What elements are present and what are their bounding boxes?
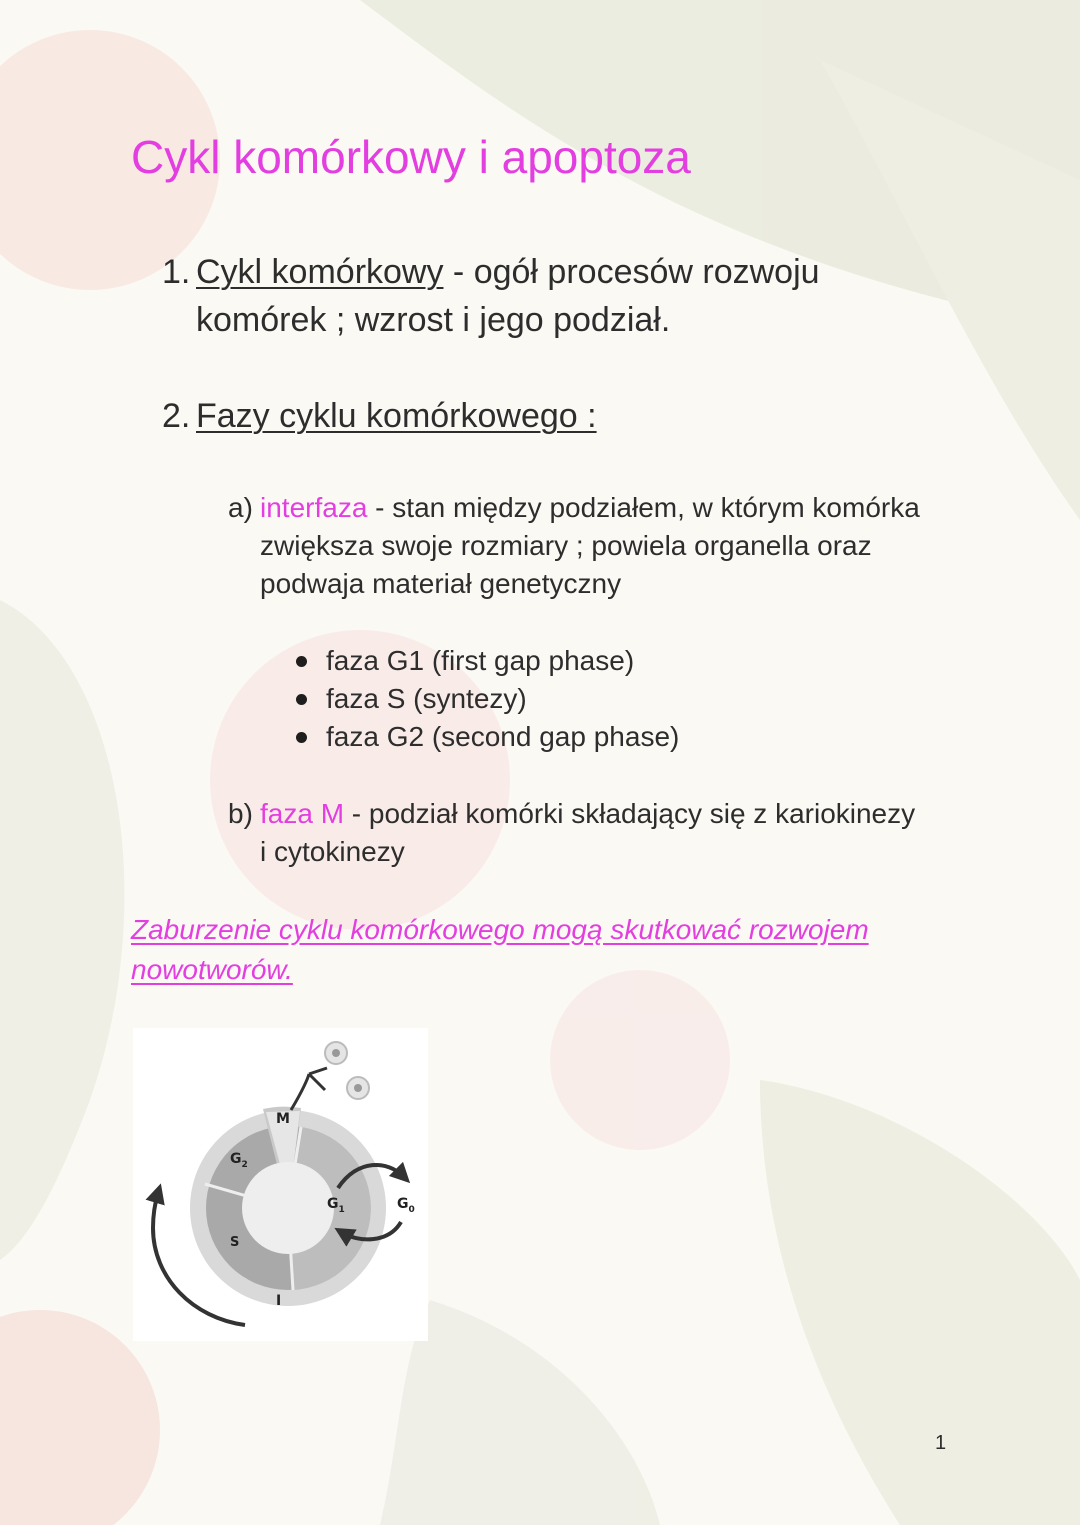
label-m: M: [276, 1111, 290, 1127]
term-cell-cycle: Cykl komórkowy: [196, 253, 444, 291]
label-s: S: [230, 1235, 240, 1250]
term-interphase: interfaza: [260, 492, 368, 523]
definition-text: - ogół procesów rozwoju: [443, 253, 820, 291]
m-phase-text: - podział komórki składający się z kariokinezy: [344, 798, 916, 829]
term-m-phase: faza M: [260, 798, 345, 829]
daughter-cell-2-nucleus: [354, 1084, 362, 1092]
cancer-note-line2: nowotworów.: [131, 954, 293, 985]
cell-cycle-diagram: [133, 1028, 428, 1341]
interphase-text: - stan między podziałem, w którym komórka: [367, 492, 920, 523]
interphase-phase-list: [292, 642, 679, 756]
section-phases-heading: [162, 392, 597, 440]
daughter-cell-1-nucleus: [332, 1049, 340, 1057]
cancer-note-line1: Zaburzenie cyklu komórkowego mogą skutkować rozwojem: [131, 914, 869, 945]
bullet-icon: [296, 732, 307, 743]
definition-text-line2: komórek ; wzrost i jego podział.: [196, 301, 671, 339]
section-number: 1.: [162, 253, 191, 291]
label-g2: $G_2$: [230, 1151, 248, 1170]
item-label: a): [228, 492, 253, 523]
division-branch: [291, 1068, 327, 1110]
list-item: faza G2 (second gap phase): [292, 718, 679, 756]
m-phase-text-line2: i cytokinezy: [260, 836, 405, 867]
label-g1: $G_1$: [327, 1196, 345, 1215]
page-title: Cykl komórkowy i apoptoza: [131, 131, 691, 183]
bullet-icon: [296, 656, 307, 667]
section-number: 2.: [162, 397, 191, 435]
cancer-note: [131, 910, 931, 990]
list-item: faza S (syntezy): [292, 680, 679, 718]
label-g0: $G_0$: [397, 1196, 415, 1215]
page-number: 1: [935, 1432, 947, 1454]
paragraph-m-phase: [228, 795, 988, 871]
interphase-text-line2: zwiększa swoje rozmiary ; powiela organella oraz: [260, 530, 872, 561]
paragraph-interphase: [228, 489, 988, 603]
interphase-text-line3: podwaja materiał genetyczny: [260, 568, 622, 599]
phases-heading: Fazy cyklu komórkowego :: [196, 397, 597, 435]
label-i: I: [276, 1293, 282, 1309]
section-cell-cycle-definition: [162, 248, 922, 344]
center-circle: [242, 1162, 334, 1254]
list-item: faza G1 (first gap phase): [292, 642, 679, 680]
item-label: b): [228, 798, 253, 829]
bullet-icon: [296, 694, 307, 705]
